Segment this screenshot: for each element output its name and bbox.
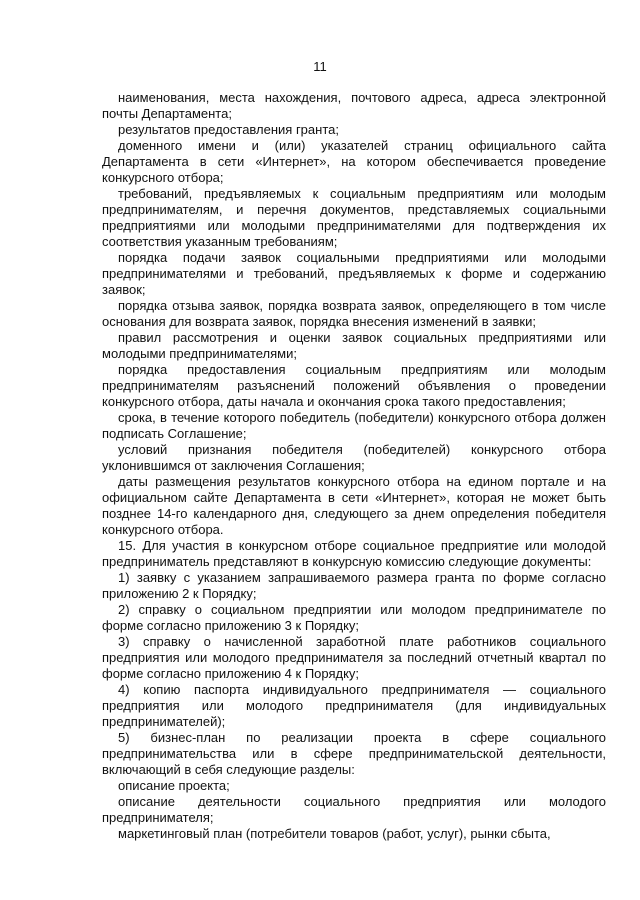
paragraph: доменного имени и (или) указателей страниц официального сайта Департамента в сети «Интернет», на котором обеспечивается проведение конкурсного отбора;: [102, 138, 606, 185]
list-item: 2) справку о социальном предприятии или молодом предпринимателе по форме согласно приложению 3 к Порядку;: [102, 602, 606, 633]
paragraph: условий признания победителя (победителей) конкурсного отбора уклонившимся от заключения Соглашения;: [102, 442, 606, 473]
section-paragraph: 15. Для участия в конкурсном отборе социальное предприятие или молодой предприниматель представляют в конкурсную комиссию следующие документы:: [102, 538, 606, 569]
list-item: 5) бизнес-план по реализации проекта в сфере социального предпринимательства или в сфере предпринимательской деятельности, включающий в себя следующие разделы:: [102, 730, 606, 777]
paragraph: описание деятельности социального предприятия или молодого предпринимателя;: [102, 794, 606, 825]
document-body: [102, 90, 606, 842]
paragraph: требований, предъявляемых к социальным предприятиям или молодым предпринимателям, и перечня документов, представляемых социальными предприятиями или молодыми предпринимателями для подтверждения их соответствия указанным требованиям;: [102, 186, 606, 249]
paragraph: результатов предоставления гранта;: [118, 122, 339, 137]
paragraph: срока, в течение которого победитель (победители) конкурсного отбора должен подписать Соглашение;: [102, 410, 606, 441]
paragraph: маркетинговый план (потребители товаров (работ, услуг), рынки сбыта,: [118, 826, 551, 841]
list-item: 4) копию паспорта индивидуального предпринимателя — социального предприятия или молодого предпринимателя (для индивидуальных предпринимателей);: [102, 682, 606, 729]
paragraph: порядка подачи заявок социальными предприятиями или молодыми предпринимателями и требований, предъявляемых к форме и содержанию заявок;: [102, 250, 606, 297]
list-item: 3) справку о начисленной заработной плате работников социального предприятия или молодого предпринимателя за последний отчетный квартал по форме согласно приложению 4 к Порядку;: [102, 634, 606, 681]
paragraph: наименования, места нахождения, почтового адреса, адреса электронной почты Департамента;: [102, 90, 606, 121]
paragraph: описание проекта;: [118, 778, 230, 793]
paragraph: даты размещения результатов конкурсного отбора на едином портале и на официальном сайте Департамента в сети «Интернет», которая не может быть позднее 14-го календарного дня, следующего за днем определения победителя конкурсного отбора.: [102, 474, 606, 537]
paragraph: порядка предоставления социальным предприятиям или молодым предпринимателям разъяснений положений объявления о проведении конкурсного отбора, даты начала и окончания срока такого предоставления;: [102, 362, 606, 409]
paragraph: порядка отзыва заявок, порядка возврата заявок, определяющего в том числе основания для возврата заявок, порядка внесения изменений в заявки;: [102, 298, 606, 329]
list-item: 1) заявку с указанием запрашиваемого размера гранта по форме согласно приложению 2 к Порядку;: [102, 570, 606, 601]
page-number: 11: [313, 59, 327, 74]
paragraph: правил рассмотрения и оценки заявок социальных предприятиями или молодыми предпринимателями;: [102, 330, 606, 361]
